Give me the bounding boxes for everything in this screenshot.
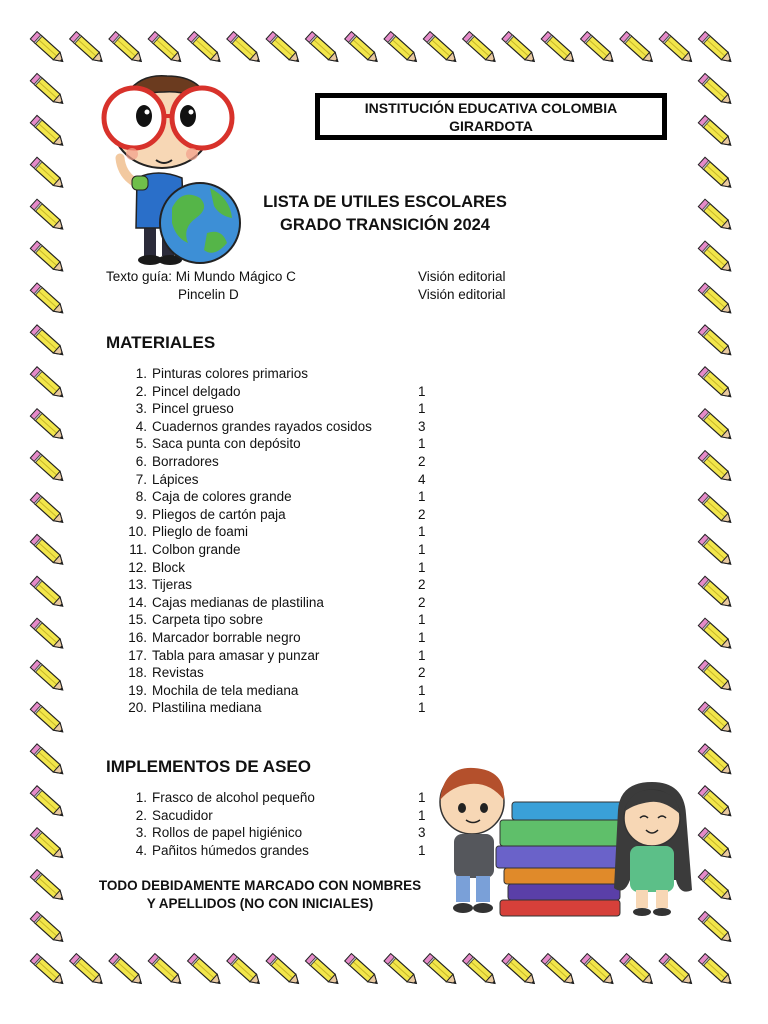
kids-books-illustration bbox=[430, 760, 700, 925]
materials-item-quantity: 1 bbox=[418, 700, 426, 716]
materials-item-number: 15. bbox=[128, 612, 147, 628]
pencil-border-icon bbox=[70, 954, 106, 988]
hygiene-item-number: 2. bbox=[135, 807, 147, 823]
pencil-border-icon bbox=[30, 744, 66, 778]
hygiene-item-number: 4. bbox=[135, 842, 147, 858]
materials-item-label: Tijeras bbox=[152, 577, 193, 593]
pencil-border-icon bbox=[698, 199, 734, 233]
materials-item-label: Borradores bbox=[152, 453, 219, 469]
pencil-border-icon bbox=[30, 199, 66, 233]
materials-item-quantity: 1 bbox=[418, 629, 426, 645]
pencil-border-icon bbox=[502, 954, 538, 988]
materials-item bbox=[127, 488, 447, 506]
materials-item-label: Pliegos de cartón paja bbox=[152, 506, 286, 522]
materials-item-quantity: 1 bbox=[418, 559, 426, 575]
materials-item-number: 3. bbox=[135, 401, 147, 417]
pencil-border-icon bbox=[581, 32, 617, 66]
materials-item bbox=[127, 365, 447, 383]
hygiene-item bbox=[127, 824, 447, 842]
hygiene-item-label: Pañitos húmedos grandes bbox=[152, 842, 309, 858]
pencil-border-icon bbox=[30, 157, 66, 191]
materials-item-label: Block bbox=[152, 559, 186, 575]
pencil-border-icon bbox=[698, 744, 734, 778]
materials-item bbox=[127, 664, 447, 682]
materials-item-quantity: 1 bbox=[418, 383, 426, 399]
pencil-border-icon bbox=[30, 828, 66, 862]
materials-item bbox=[127, 453, 447, 471]
materials-item-label: Cajas medianas de plastilina bbox=[152, 594, 324, 610]
pencil-border-icon bbox=[698, 660, 734, 694]
pencil-border-icon bbox=[698, 157, 734, 191]
pencil-border-icon bbox=[698, 32, 734, 66]
hygiene-list bbox=[127, 789, 447, 859]
materials-item bbox=[127, 383, 447, 401]
materials-item bbox=[127, 647, 447, 665]
materials-item-label: Pincel delgado bbox=[152, 383, 241, 399]
materials-item bbox=[127, 471, 447, 489]
pencil-border-icon bbox=[620, 32, 656, 66]
materials-item-label: Pinturas colores primarios bbox=[152, 366, 309, 381]
pencil-border-icon bbox=[698, 409, 734, 443]
materials-item bbox=[127, 435, 447, 453]
materials-item-quantity: 1 bbox=[418, 647, 426, 663]
institution-name: INSTITUCIÓN EDUCATIVA COLOMBIA bbox=[364, 99, 618, 116]
hygiene-item-label: Sacudidor bbox=[152, 807, 213, 823]
materials-item-number: 7. bbox=[135, 471, 147, 487]
materials-item-number: 6. bbox=[135, 453, 147, 469]
pencil-border-icon bbox=[30, 492, 66, 526]
materials-item bbox=[127, 699, 447, 717]
pencil-border-icon bbox=[345, 32, 381, 66]
pencil-border-icon bbox=[698, 534, 734, 568]
pencil-border-icon bbox=[698, 325, 734, 359]
hygiene-item-quantity: 1 bbox=[418, 842, 426, 858]
pencil-border-icon bbox=[620, 954, 656, 988]
hygiene-item-number: 3. bbox=[135, 825, 147, 841]
pencil-border-icon bbox=[463, 954, 499, 988]
pencil-border-icon bbox=[581, 954, 617, 988]
pencil-border-icon bbox=[227, 32, 263, 66]
pencil-border-icon bbox=[30, 283, 66, 317]
materials-item-number: 12. bbox=[128, 559, 147, 575]
materials-item bbox=[127, 594, 447, 612]
materials-item-quantity: 1 bbox=[418, 612, 426, 628]
materials-item bbox=[127, 418, 447, 436]
list-title-line1: LISTA DE UTILES ESCOLARES bbox=[263, 193, 507, 211]
pencil-border-icon bbox=[30, 660, 66, 694]
pencil-border-icon bbox=[30, 786, 66, 820]
hygiene-item-quantity: 1 bbox=[418, 807, 426, 823]
materials-item-quantity: 4 bbox=[418, 471, 426, 487]
pencil-border-icon bbox=[345, 954, 381, 988]
materials-item-quantity: 1 bbox=[418, 489, 426, 505]
materials-item-number: 19. bbox=[128, 682, 147, 698]
hygiene-item-quantity: 1 bbox=[418, 790, 426, 805]
pencil-border-icon bbox=[698, 451, 734, 485]
pencil-border-icon bbox=[698, 870, 734, 904]
materials-item bbox=[127, 682, 447, 700]
materials-item-number: 1. bbox=[135, 366, 147, 381]
pencil-border-icon bbox=[109, 32, 145, 66]
pencil-border-icon bbox=[30, 702, 66, 736]
pencil-border-icon bbox=[659, 954, 695, 988]
pencil-border-icon bbox=[698, 283, 734, 317]
materials-item-label: Pincel grueso bbox=[152, 401, 234, 417]
hygiene-item-label: Frasco de alcohol pequeño bbox=[152, 790, 315, 805]
materials-item-quantity: 2 bbox=[418, 453, 426, 469]
materials-item-quantity: 2 bbox=[418, 594, 426, 610]
materials-item bbox=[127, 523, 447, 541]
materials-item-number: 20. bbox=[128, 700, 147, 716]
pencil-border-icon bbox=[541, 32, 577, 66]
materials-item-label: Mochila de tela mediana bbox=[152, 682, 299, 698]
hygiene-heading: IMPLEMENTOS DE ASEO bbox=[106, 757, 311, 776]
pencil-border-icon bbox=[423, 32, 459, 66]
materials-item-label: Marcador borrable negro bbox=[152, 629, 301, 645]
materials-item bbox=[127, 506, 447, 524]
materials-list bbox=[127, 365, 447, 717]
materials-item-number: 4. bbox=[135, 418, 147, 434]
materials-item-label: Carpeta tipo sobre bbox=[152, 612, 264, 628]
materials-item-quantity: 1 bbox=[418, 524, 426, 540]
pencil-border-icon bbox=[266, 954, 302, 988]
institution-city: GIRARDOTA bbox=[449, 117, 533, 134]
pencil-border-icon bbox=[305, 32, 341, 66]
pencil-border-icon bbox=[502, 32, 538, 66]
pencil-border-icon bbox=[30, 870, 66, 904]
pencil-border-icon bbox=[148, 954, 184, 988]
materials-item-number: 8. bbox=[135, 489, 147, 505]
pencil-border-icon bbox=[698, 367, 734, 401]
hygiene-item bbox=[127, 807, 447, 825]
pencil-border-icon bbox=[698, 492, 734, 526]
materials-item-label: Lápices bbox=[152, 471, 199, 487]
pencil-border-icon bbox=[266, 32, 302, 66]
pencil-border-icon bbox=[541, 954, 577, 988]
pencil-border-icon bbox=[698, 911, 734, 945]
hygiene-item-label: Rollos de papel higiénico bbox=[152, 825, 303, 841]
pencil-border-icon bbox=[30, 451, 66, 485]
guide-text-label: Texto guía: Mi Mundo Mágico C bbox=[106, 269, 296, 284]
institution-header bbox=[315, 93, 667, 140]
materials-item-number: 9. bbox=[135, 506, 147, 522]
pencil-border-icon bbox=[698, 828, 734, 862]
materials-item bbox=[127, 541, 447, 559]
pencil-border-icon bbox=[30, 576, 66, 610]
materials-item-number: 16. bbox=[128, 629, 147, 645]
pencil-border-icon bbox=[305, 954, 341, 988]
materials-item-number: 14. bbox=[128, 594, 147, 610]
materials-item-quantity: 2 bbox=[418, 506, 426, 522]
hygiene-item-number: 1. bbox=[135, 790, 147, 805]
materials-item bbox=[127, 400, 447, 418]
pencil-border-icon bbox=[188, 954, 224, 988]
pencil-border-icon bbox=[698, 576, 734, 610]
materials-item-label: Plastilina mediana bbox=[152, 700, 262, 716]
pencil-border-icon bbox=[30, 409, 66, 443]
pencil-border-icon bbox=[698, 954, 734, 988]
pencil-border-icon bbox=[30, 32, 66, 66]
materials-item-number: 17. bbox=[128, 647, 147, 663]
pencil-border-icon bbox=[659, 32, 695, 66]
materials-item-quantity: 1 bbox=[418, 401, 426, 417]
hygiene-item bbox=[127, 789, 447, 807]
materials-item-label: Caja de colores grande bbox=[152, 489, 292, 505]
hygiene-item bbox=[127, 842, 447, 860]
materials-item bbox=[127, 611, 447, 629]
pencil-border-icon bbox=[30, 367, 66, 401]
materials-item-quantity: 3 bbox=[418, 418, 426, 434]
pencil-border-icon bbox=[384, 954, 420, 988]
pencil-border-icon bbox=[109, 954, 145, 988]
materials-item-number: 10. bbox=[128, 524, 147, 540]
materials-item bbox=[127, 559, 447, 577]
pencil-border-icon bbox=[30, 911, 66, 945]
guide-book2-label: Pincelin D bbox=[178, 287, 239, 302]
pencil-border-icon bbox=[30, 241, 66, 275]
pencil-border-icon bbox=[423, 954, 459, 988]
materials-heading: MATERIALES bbox=[106, 333, 216, 352]
materials-item bbox=[127, 629, 447, 647]
materials-item-quantity: 2 bbox=[418, 577, 426, 593]
materials-item-number: 5. bbox=[135, 436, 147, 452]
materials-item-quantity: 1 bbox=[418, 682, 426, 698]
pencil-border-icon bbox=[30, 73, 66, 107]
list-title-line2: GRADO TRANSICIÓN 2024 bbox=[280, 216, 490, 234]
materials-item-number: 2. bbox=[135, 383, 147, 399]
guide-book2-publisher: Visión editorial bbox=[418, 287, 506, 302]
materials-item-quantity: 2 bbox=[418, 665, 426, 681]
pencil-border-icon bbox=[30, 534, 66, 568]
pencil-border-icon bbox=[30, 618, 66, 652]
pencil-border-icon bbox=[30, 954, 66, 988]
materials-item-label: Cuadernos grandes rayados cosidos bbox=[152, 418, 372, 434]
hygiene-item-quantity: 3 bbox=[418, 825, 426, 841]
guide-text-publisher: Visión editorial bbox=[418, 269, 506, 284]
pencil-border-icon bbox=[30, 325, 66, 359]
materials-item-number: 11. bbox=[129, 541, 147, 557]
materials-item-number: 13. bbox=[128, 577, 147, 593]
pencil-border-icon bbox=[384, 32, 420, 66]
materials-item-label: Plieglo de foami bbox=[152, 524, 249, 540]
materials-item-label: Tabla para amasar y punzar bbox=[152, 647, 320, 663]
materials-item-quantity: 1 bbox=[418, 436, 426, 452]
pencil-border-icon bbox=[148, 32, 184, 66]
materials-item-label: Colbon grande bbox=[152, 541, 241, 557]
boy-globe-illustration bbox=[92, 68, 242, 268]
pencil-border-icon bbox=[698, 241, 734, 275]
footer-note-line2: Y APELLIDOS (NO CON INICIALES) bbox=[146, 896, 374, 911]
materials-item bbox=[127, 576, 447, 594]
pencil-border-icon bbox=[188, 32, 224, 66]
materials-item-quantity: 1 bbox=[418, 541, 426, 557]
pencil-border-icon bbox=[698, 115, 734, 149]
pencil-border-icon bbox=[698, 786, 734, 820]
materials-item-label: Saca punta con depósito bbox=[152, 436, 301, 452]
materials-item-label: Revistas bbox=[152, 665, 204, 681]
pencil-border-icon bbox=[698, 73, 734, 107]
pencil-border-icon bbox=[227, 954, 263, 988]
footer-note-line1: TODO DEBIDAMENTE MARCADO CON NOMBRES bbox=[98, 878, 422, 893]
pencil-border-icon bbox=[698, 702, 734, 736]
pencil-border-icon bbox=[70, 32, 106, 66]
materials-item-number: 18. bbox=[128, 665, 147, 681]
pencil-border-icon bbox=[463, 32, 499, 66]
pencil-border-icon bbox=[698, 618, 734, 652]
pencil-border-icon bbox=[30, 115, 66, 149]
